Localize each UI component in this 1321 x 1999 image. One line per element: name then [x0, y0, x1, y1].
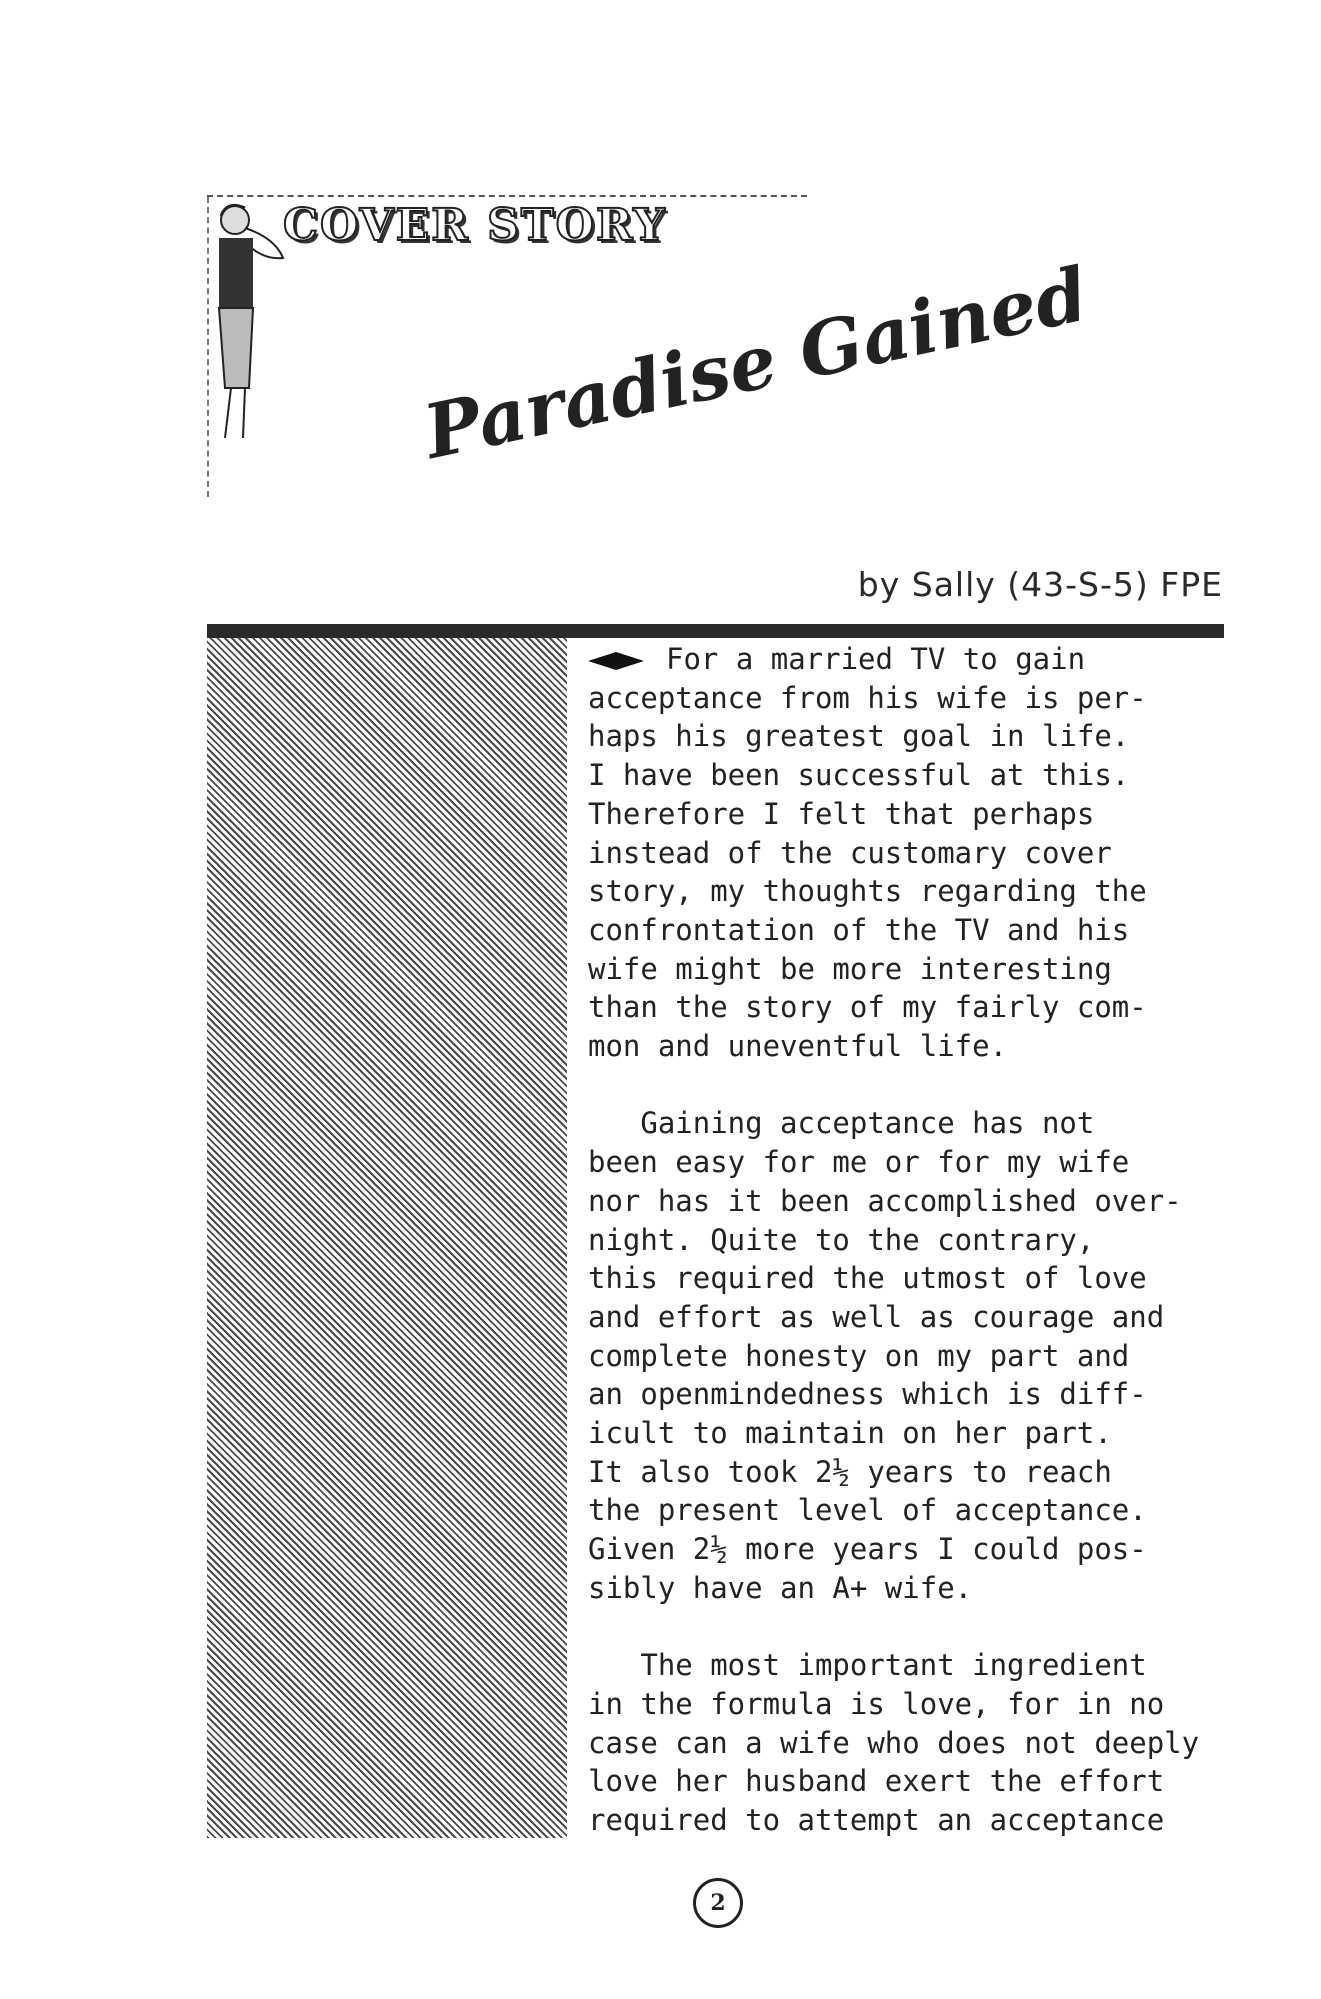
text-line: nor has it been accomplished over- [588, 1183, 1182, 1218]
text-line: confrontation of the TV and his [588, 912, 1130, 947]
text-line: night. Quite to the contrary, [588, 1222, 1095, 1257]
text-line: love her husband exert the effort [588, 1764, 1165, 1799]
text-line: mon and uneventful life. [588, 1029, 1008, 1064]
hatched-panel [207, 638, 567, 1838]
text-line-content: For a married TV to gain [666, 642, 1086, 676]
text-line: icult to maintain on her part. [588, 1416, 1112, 1451]
text-line: haps his greatest goal in life. [588, 719, 1130, 754]
text-line: in the formula is love, for in no [588, 1686, 1165, 1721]
page-number: 2 [693, 1878, 743, 1928]
text-line: story, my thoughts regarding the [588, 874, 1147, 909]
header-frame-top [207, 195, 807, 197]
text-line: the present level of acceptance. [588, 1493, 1147, 1528]
text-line: and effort as well as courage and [588, 1299, 1165, 1334]
text-line: Gaining acceptance has not [588, 1106, 1095, 1141]
text-line: sibly have an A+ wife. [588, 1570, 973, 1605]
text-line: acceptance from his wife is per- [588, 680, 1147, 715]
text-line [588, 640, 1288, 679]
text-line: than the story of my fairly com- [588, 990, 1147, 1025]
text-line: this required the utmost of love [588, 1261, 1147, 1296]
section-label: COVER STORY [283, 200, 667, 251]
text-line: instead of the customary cover [588, 835, 1112, 870]
text-line: The most important ingredient [588, 1648, 1147, 1683]
text-line: Therefore I felt that perhaps [588, 796, 1095, 831]
article-title: Paradise Gained [417, 251, 1096, 476]
byline: by Sally (43-S-5) FPE [857, 565, 1223, 604]
text-line: required to attempt an acceptance [588, 1803, 1165, 1838]
text-line: complete honesty on my part and [588, 1338, 1130, 1373]
divider-rule [207, 624, 1224, 638]
text-line: I have been successful at this. [588, 758, 1130, 793]
text-line: been easy for me or for my wife [588, 1145, 1130, 1180]
text-line: an openmindedness which is diff- [588, 1377, 1147, 1412]
article-body [588, 640, 1288, 1840]
text-line: case can a wife who does not deeply [588, 1725, 1200, 1760]
text-line: wife might be more interesting [588, 951, 1112, 986]
text-line: Given 2½ more years I could pos- [588, 1532, 1147, 1567]
diamond-bullet-icon [588, 652, 644, 670]
text-line: It also took 2½ years to reach [588, 1454, 1112, 1489]
